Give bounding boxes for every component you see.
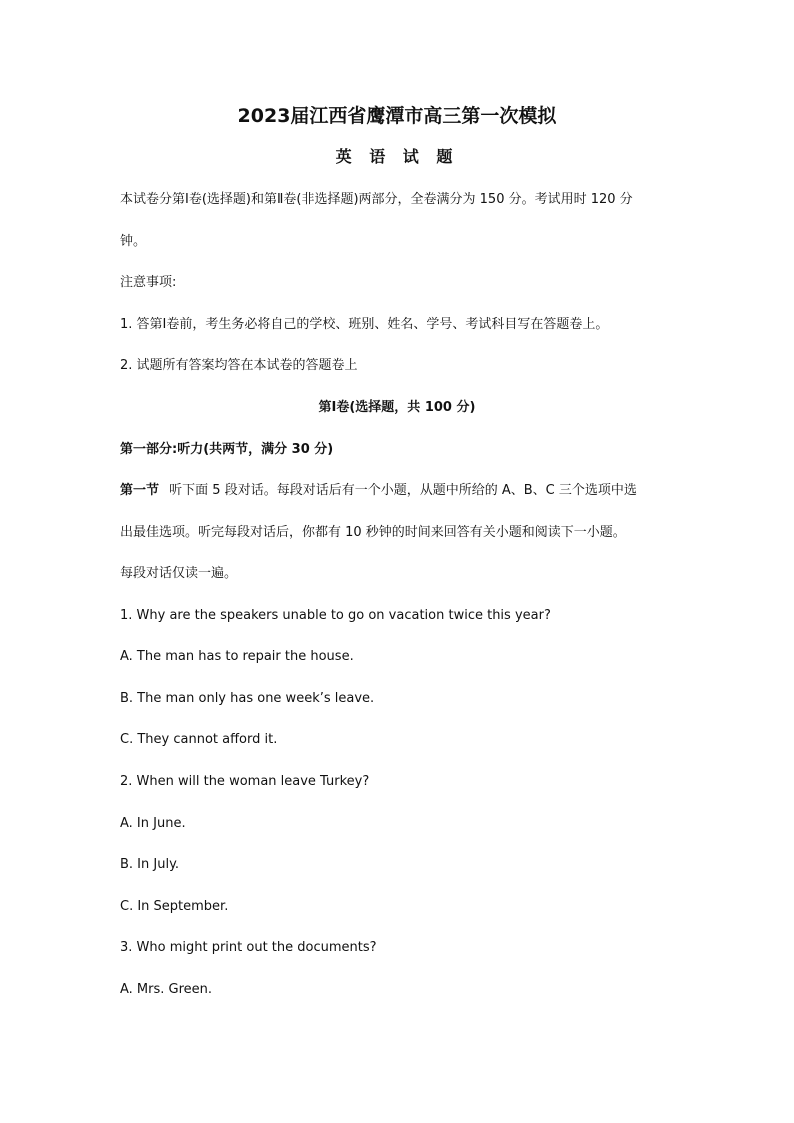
question-2-option-b: B. In July.	[120, 857, 180, 872]
section1-instructions-line-1	[120, 482, 690, 500]
exam-subtitle: 英 语 试 题	[335, 147, 459, 166]
section1-label: 第一节	[120, 483, 160, 498]
part1-heading: 第一部分:听力(共两节，满分 30 分)	[120, 442, 334, 457]
question-1-option-b: B. The man only has one week’s leave.	[120, 691, 375, 706]
question-1-option-a: A. The man has to repair the house.	[120, 649, 354, 664]
question-3-option-a: A. Mrs. Green.	[120, 982, 213, 997]
section1-instructions-line-2: 出最佳选项。听完每段对话后，你都有 10 秒钟的时间来回答有关小题和阅读下一小题。	[120, 525, 626, 540]
intro-line-1: 本试卷分第Ⅰ卷(选择题)和第Ⅱ卷(非选择题)两部分，全卷满分为 150 分。考试用时 120 分	[120, 192, 633, 207]
question-2-option-c: C. In September.	[120, 899, 229, 914]
volume-heading: 第Ⅰ卷(选择题，共 100 分)	[318, 400, 476, 415]
question-1-option-c: C. They cannot afford it.	[120, 732, 278, 747]
question-2-option-a: A. In June.	[120, 816, 186, 831]
section1-text: 听下面 5 段对话。每段对话后有一个小题，从题中所给的 A、B、C 三个选项中选	[169, 483, 637, 498]
question-3-prompt: 3. Who might print out the documents?	[120, 940, 377, 955]
note-1: 1. 答第Ⅰ卷前，考生务必将自己的学校、班别、姓名、学号、考试科目写在答题卷上。	[120, 317, 609, 332]
notes-heading: 注意事项:	[120, 275, 177, 290]
section1-instructions-line-3: 每段对话仅读一遍。	[120, 566, 238, 581]
intro-line-2: 钟。	[120, 234, 147, 249]
exam-title: 2023届江西省鹰潭市高三第一次模拟	[237, 105, 557, 127]
question-2-prompt: 2. When will the woman leave Turkey?	[120, 774, 370, 789]
note-2: 2. 试题所有答案均答在本试卷的答题卷上	[120, 358, 358, 373]
question-1-prompt: 1. Why are the speakers unable to go on vacation twice this year?	[120, 608, 551, 623]
